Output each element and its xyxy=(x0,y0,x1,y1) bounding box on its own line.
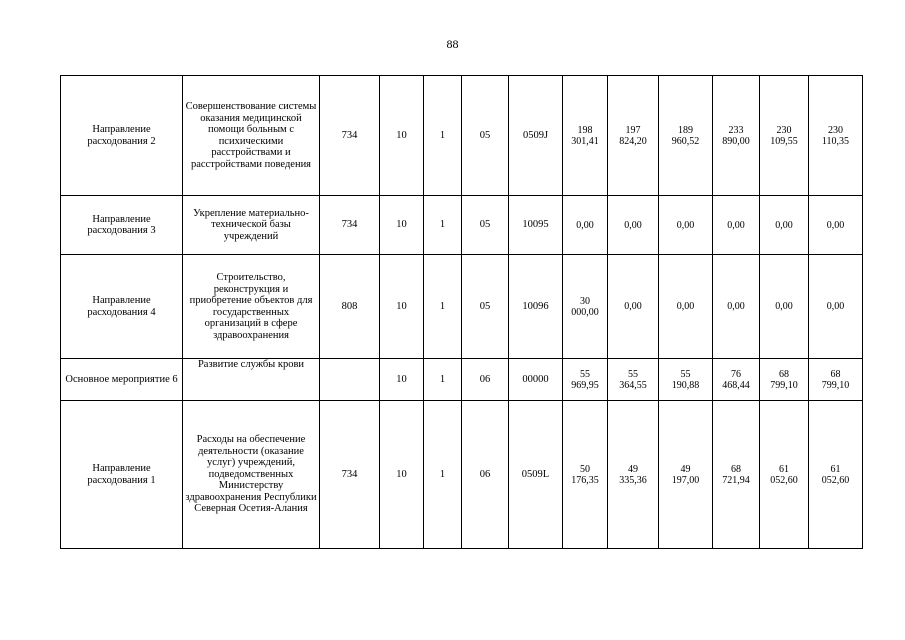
row-description: Укрепление материально-технической базы учреждений xyxy=(183,196,320,255)
budget-table xyxy=(60,75,863,549)
table-row xyxy=(61,76,863,196)
section-code: 10 xyxy=(380,76,424,196)
section-code: 10 xyxy=(380,359,424,401)
amount-cell: 61 052,60 xyxy=(760,401,809,549)
target-article-code: 10095 xyxy=(509,196,563,255)
amount-cell: 0,00 xyxy=(809,196,863,255)
amount-cell: 49 197,00 xyxy=(659,401,713,549)
subsection-code: 1 xyxy=(424,255,462,359)
target-article-code: 10096 xyxy=(509,255,563,359)
program-code: 06 xyxy=(462,359,509,401)
grbs-code: 808 xyxy=(320,255,380,359)
grbs-code: 734 xyxy=(320,401,380,549)
amount-cell: 0,00 xyxy=(608,255,659,359)
amount-cell: 68 799,10 xyxy=(760,359,809,401)
amount-cell: 55 190,88 xyxy=(659,359,713,401)
table-row xyxy=(61,401,863,549)
target-article-code: 0509J xyxy=(509,76,563,196)
amount-cell: 189 960,52 xyxy=(659,76,713,196)
section-code: 10 xyxy=(380,196,424,255)
amount-cell: 233 890,00 xyxy=(713,76,760,196)
subsection-code: 1 xyxy=(424,196,462,255)
amount-cell: 30 000,00 xyxy=(563,255,608,359)
amount-cell: 55 364,55 xyxy=(608,359,659,401)
row-description: Развитие службы крови xyxy=(183,359,320,401)
subsection-code: 1 xyxy=(424,76,462,196)
amount-cell: 0,00 xyxy=(659,196,713,255)
amount-cell: 0,00 xyxy=(760,255,809,359)
amount-cell: 0,00 xyxy=(760,196,809,255)
row-description: Строительство, реконструкция и приобретение объектов для государственных организаций в сфере здравоохранения xyxy=(183,255,320,359)
amount-cell: 68 799,10 xyxy=(809,359,863,401)
row-description: Расходы на обеспечение деятельности (оказание услуг) учреждений, подведомственных Министерству здравоохранения Республики Северная Осетия-Алания xyxy=(183,401,320,549)
row-name: Направление расходования 2 xyxy=(61,76,183,196)
grbs-code: 734 xyxy=(320,76,380,196)
amount-cell: 55 969,95 xyxy=(563,359,608,401)
subsection-code: 1 xyxy=(424,401,462,549)
program-code: 05 xyxy=(462,196,509,255)
program-code: 05 xyxy=(462,255,509,359)
amount-cell: 0,00 xyxy=(608,196,659,255)
table-row xyxy=(61,255,863,359)
amount-cell: 0,00 xyxy=(659,255,713,359)
row-description: Совершенствование системы оказания медицинской помощи больным с психическими расстройствами и расстройствами поведения xyxy=(183,76,320,196)
table-row xyxy=(61,196,863,255)
amount-cell: 198 301,41 xyxy=(563,76,608,196)
row-name: Основное мероприятие 6 xyxy=(61,359,183,401)
table-row xyxy=(61,359,863,401)
grbs-code: 734 xyxy=(320,196,380,255)
row-name: Направление расходования 4 xyxy=(61,255,183,359)
subsection-code: 1 xyxy=(424,359,462,401)
amount-cell: 230 109,55 xyxy=(760,76,809,196)
amount-cell: 197 824,20 xyxy=(608,76,659,196)
row-name: Направление расходования 1 xyxy=(61,401,183,549)
amount-cell: 76 468,44 xyxy=(713,359,760,401)
amount-cell: 49 335,36 xyxy=(608,401,659,549)
amount-cell: 50 176,35 xyxy=(563,401,608,549)
program-code: 05 xyxy=(462,76,509,196)
amount-cell: 61 052,60 xyxy=(809,401,863,549)
amount-cell: 0,00 xyxy=(713,196,760,255)
program-code: 06 xyxy=(462,401,509,549)
target-article-code: 0509L xyxy=(509,401,563,549)
section-code: 10 xyxy=(380,255,424,359)
page-number: 88 xyxy=(446,37,459,51)
row-name: Направление расходования 3 xyxy=(61,196,183,255)
amount-cell: 68 721,94 xyxy=(713,401,760,549)
amount-cell: 0,00 xyxy=(563,196,608,255)
amount-cell: 230 110,35 xyxy=(809,76,863,196)
target-article-code: 00000 xyxy=(509,359,563,401)
section-code: 10 xyxy=(380,401,424,549)
grbs-code xyxy=(320,359,380,401)
amount-cell: 0,00 xyxy=(809,255,863,359)
amount-cell: 0,00 xyxy=(713,255,760,359)
